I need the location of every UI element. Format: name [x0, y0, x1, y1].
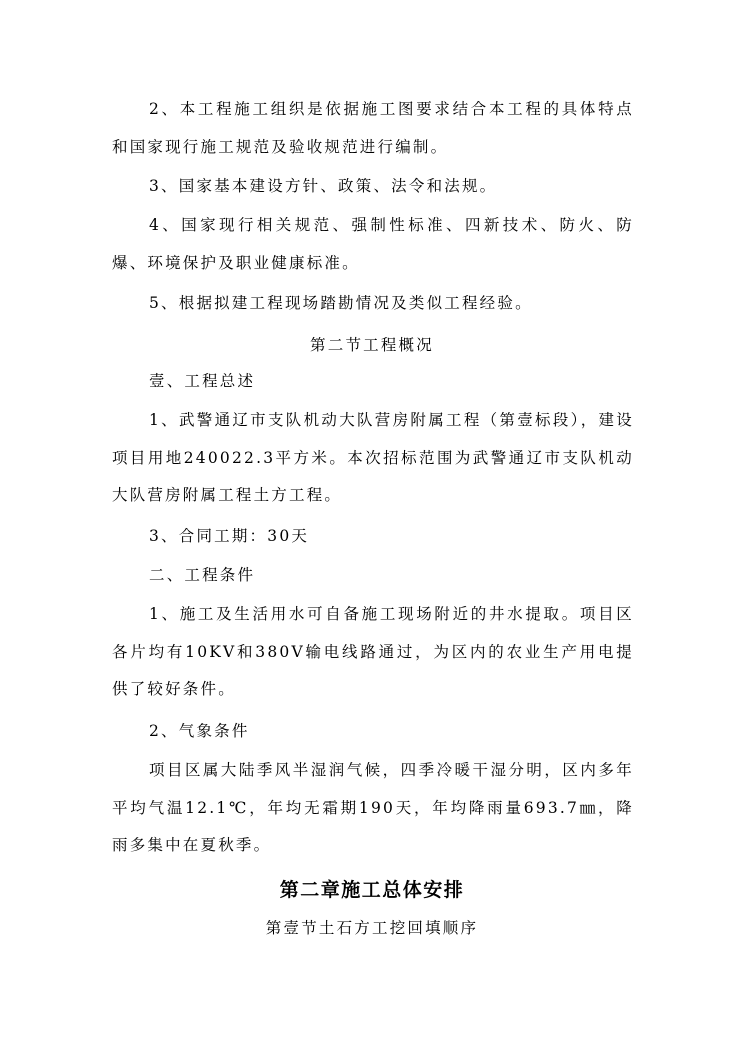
- chapter-title: 第二章施工总体安排: [279, 879, 465, 901]
- paragraph-water-power: 1、施工及生活用水可自备施工现场附近的井水提取。项目区各片均有10KV和380V输电线路通过，为区内的农业生产用电提供了较好条件。: [112, 605, 634, 698]
- paragraph-project-overview: 1、武警通辽市支队机动大队营房附属工程（第壹标段），建设项目用地240022.3平方米。本次招标范围为武警通辽市支队机动大队营房附属工程土方工程。: [112, 411, 634, 504]
- paragraph-weather-heading: 2、气象条件: [149, 722, 250, 740]
- paragraph-overview-heading: 壹、工程总述: [149, 372, 256, 390]
- paragraph-basis-5: 5、根据拟建工程现场踏勘情况及类似工程经验。: [149, 294, 533, 312]
- subsection-title: 第壹节土石方工挖回填顺序: [265, 919, 479, 937]
- paragraph-conditions-heading: 二、工程条件: [149, 566, 256, 584]
- paragraph-weather-detail: 项目区属大陆季风半湿润气候，四季冷暖干湿分明，区内多年平均气温12.1℃，年均无霜期190天，年均降雨量693.7㎜，降雨多集中在夏秋季。: [112, 761, 634, 854]
- section-title: 第二节工程概况: [310, 336, 434, 354]
- paragraph-basis-2: 2、本工程施工组织是依据施工图要求结合本工程的具体特点和国家现行施工规范及验收规范进行编制。: [112, 100, 634, 156]
- paragraph-contract-period: 3、合同工期：30天: [149, 527, 310, 545]
- paragraph-basis-4: 4、国家现行相关规范、强制性标准、四新技术、防火、防爆、环境保护及职业健康标准。: [112, 216, 634, 272]
- paragraph-basis-3: 3、国家基本建设方针、政策、法令和法规。: [149, 177, 498, 195]
